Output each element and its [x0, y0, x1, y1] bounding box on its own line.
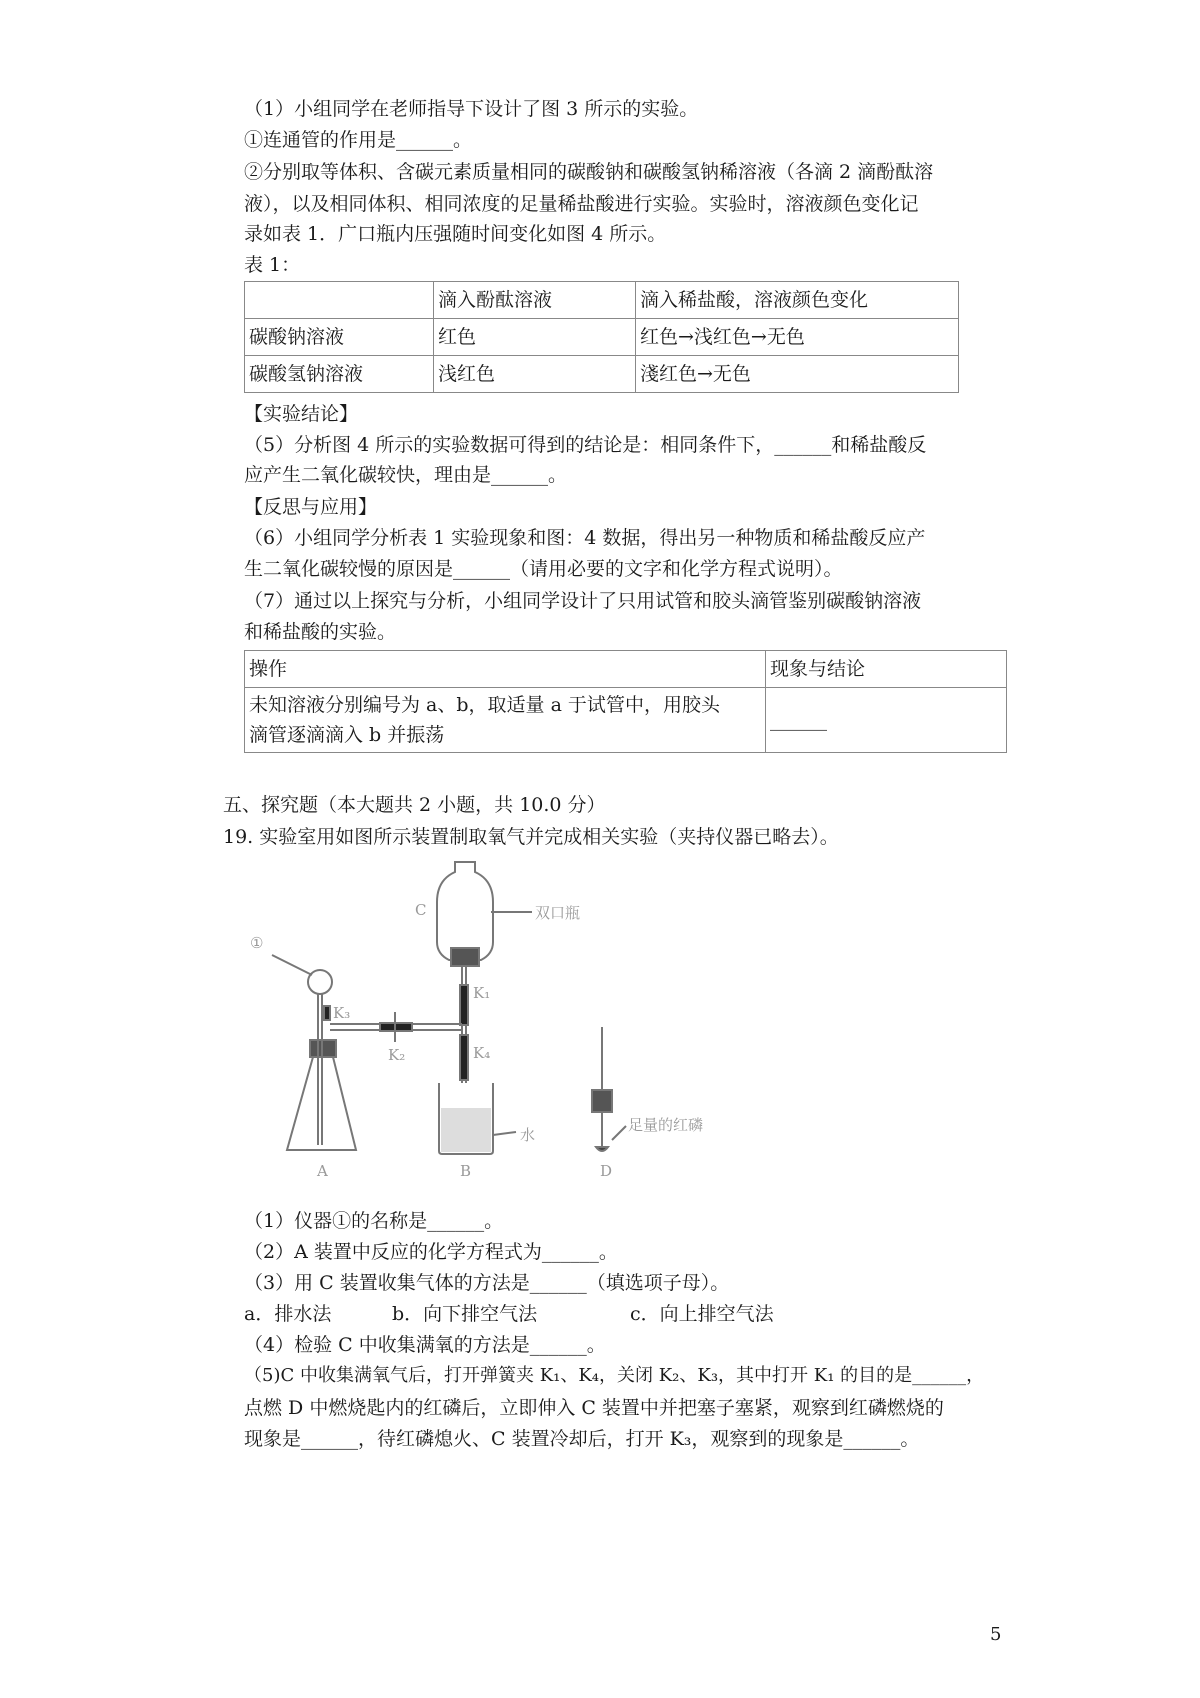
table-header-cell: 现象与结论	[766, 651, 1007, 688]
table-cell: 碳酸钠溶液	[245, 319, 434, 356]
table1-caption: 表 1：	[244, 254, 301, 276]
q18-part1b-line1: ②分别取等体积、含碳元素质量相同的碳酸钠和碳酸氢钠稀溶液（各滴 2 滴酚酞溶	[244, 161, 934, 183]
label-k4: K₄	[473, 1044, 491, 1062]
q19-part3: （3）用 C 装置收集气体的方法是______（填选项子母）。	[244, 1272, 730, 1294]
q19-part5-line2: 点燃 D 中燃烧匙内的红磷后，立即伸入 C 装置中并把塞子塞紧，观察到红磷燃烧的	[244, 1397, 944, 1419]
table-cell: 浅红色	[434, 356, 636, 393]
q18-part5-line1: （5）分析图 4 所示的实验数据可得到的结论是：相同条件下，______和稀盐酸反	[244, 434, 927, 456]
reflection-heading: 【反思与应用】	[244, 496, 378, 518]
q19-part1: （1）仪器①的名称是______。	[244, 1210, 504, 1232]
table-header-cell: 操作	[245, 651, 766, 688]
water	[441, 1108, 491, 1152]
two-neck-bottle	[437, 862, 493, 960]
option-b: b．向下排空气法	[392, 1303, 538, 1325]
label-a: A	[317, 1162, 328, 1180]
label-two-neck-bottle: 双口瓶	[535, 904, 581, 922]
q18-part5-line2: 应产生二氧化碳较快，理由是______。	[244, 464, 568, 486]
funnel-bulb	[308, 970, 332, 994]
q18-part6-line2: 生二氧化碳较慢的原因是______（请用必要的文字和化学方程式说明）。	[244, 558, 843, 580]
table-header-cell: 滴入酚酞溶液	[434, 282, 636, 319]
label-d: D	[600, 1162, 613, 1180]
label-k3: K₃	[333, 1004, 351, 1022]
label-k2: K₂	[388, 1046, 406, 1064]
table-header-cell: 滴入稀盐酸，溶液颜色变化	[636, 282, 959, 319]
table-cell: ______	[766, 688, 1007, 753]
label-b: B	[460, 1162, 472, 1180]
operation-line1: 未知溶液分别编号为 a、b，取适量 a 于试管中，用胶头	[249, 694, 720, 716]
option-a: a．排水法	[244, 1303, 332, 1325]
label-red-phosphorus: 足量的红磷	[628, 1116, 704, 1134]
combustion-spoon	[596, 1147, 608, 1151]
rubber-tube-lower	[460, 1035, 468, 1080]
rubber-tube-upper	[460, 985, 468, 1025]
q18-part7-line2: 和稀盐酸的实验。	[244, 621, 397, 643]
q18-part1: （1）小组同学在老师指导下设计了图 3 所示的实验。	[244, 98, 699, 120]
label-funnel: ①	[250, 934, 264, 952]
table-cell: 淺红色→无色	[636, 356, 959, 393]
q18-part6-line1: （6）小组同学分析表 1 实验现象和图：4 数据，得出另一种物质和稀盐酸反应产	[244, 527, 926, 549]
section-heading: 五、探究题（本大题共 2 小题，共 10.0 分）	[223, 794, 606, 816]
q18-part1a: ①连通管的作用是______。	[244, 129, 473, 151]
operation-line2: 滴管逐滴滴入 b 并振荡	[249, 724, 445, 746]
q19-part2: （2）A 装置中反应的化学方程式为______。	[244, 1241, 618, 1263]
option-c: c．向上排空气法	[630, 1303, 774, 1325]
table-cell: 红色→浅红色→无色	[636, 319, 959, 356]
table-cell: 碳酸氢钠溶液	[245, 356, 434, 393]
q19-part4: （4）检验 C 中收集满氧的方法是______。	[244, 1334, 606, 1356]
q18-part1b-line2: 液），以及相同体积、相同浓度的足量稀盐酸进行实验。实验时，溶液颜色变化记	[244, 193, 919, 215]
spoon-stopper	[592, 1090, 612, 1112]
table-cell: 红色	[434, 319, 636, 356]
q18-part1b-line3: 录如表 1．广口瓶内压强随时间变化如图 4 所示。	[244, 223, 667, 245]
q19-part5-line3: 现象是______，待红磷熄火、C 装置冷却后，打开 K₃，观察到的现象是______。	[244, 1428, 920, 1450]
label-water: 水	[520, 1126, 536, 1144]
q18-part7-line1: （7）通过以上探究与分析，小组同学设计了只用试管和胶头滴管鉴别碳酸钠溶液	[244, 590, 922, 612]
label-k1: K₁	[473, 984, 491, 1002]
page-number: 5	[990, 1624, 1002, 1645]
conclusion-heading: 【实验结论】	[244, 403, 359, 425]
q19-part5-line1: （5)C 中收集满氧气后，打开弹簧夹 K₁、K₄，关闭 K₂、K₃，其中打开 K₁ 的目的是______，	[244, 1365, 985, 1386]
q19-stem: 19. 实验室用如图所示装置制取氧气并完成相关实验（夹持仪器已略去）。	[223, 826, 839, 848]
label-c: C	[415, 901, 427, 919]
bottle-stopper	[451, 948, 479, 966]
